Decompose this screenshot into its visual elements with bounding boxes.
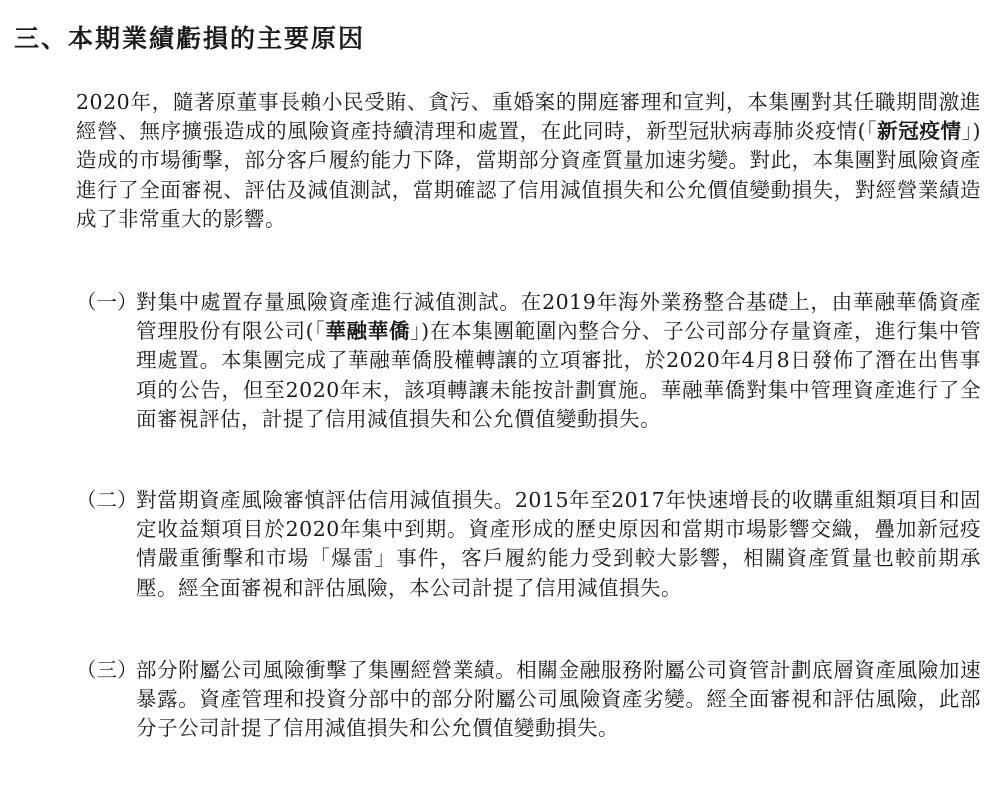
- defined-term-huarong-overseas: 華融華僑: [325, 319, 411, 344]
- list-item-text: 部分附屬公司風險衝擊了集團經營業績。相關金融服務附屬公司資管計劃底層資產風險加速暴露。資產管理和投資分部中的部分附屬公司風險資產劣變。經全面審視和評估風險，此部分子公司計提了信用減值損失和公允價值變動損失。: [136, 658, 981, 741]
- list-item-marker: （二）: [76, 488, 138, 512]
- list-item-2: [76, 486, 981, 603]
- intro-paragraph: [76, 88, 981, 234]
- intro-text-part-2: 」)造成的市場衝擊，部分客戶履約能力下降，當期部分資產質量加速劣變。對此，本集團對風險資產進行了全面審視、評估及減值測試，當期確認了信用減值損失和公允價值變動損失，對經營業績造成了非常重大的影響。: [76, 119, 981, 231]
- list-item-text-part-2: 」)在本集團範圍內整合分、子公司部分存量資產，進行集中管理處置。本集團完成了華融華僑股權轉讓的立項審批，於2020年4月8日發佈了潛在出售事項的公告，但至2020年末，該項轉讓未能按計劃實施。華融華僑對集中管理資產進行了全面審視評估，計提了信用減值損失和公允價值變動損失。: [136, 319, 982, 431]
- intro-text-part-1: 2020年，隨著原董事長賴小民受賄、貪污、重婚案的開庭審理和宣判，本集團對其任職期間激進經營、無序擴張造成的風險資產持續清理和處置，在此同時，新型冠狀病毒肺炎疫情(「: [76, 90, 981, 144]
- list-item-marker: （一）: [76, 290, 138, 314]
- list-item-text: [136, 288, 981, 434]
- list-item-text: 對當期資產風險審慎評估信用減值損失。2015年至2017年快速增長的收購重組類項目和固定收益類項目於2020年集中到期。資產形成的歷史原因和當期市場影響交織，疊加新冠疫情嚴重衝擊和市場「爆雷」事件，客戶履約能力受到較大影響，相關資產質量也較前期承壓。經全面審視和評估風險，本公司計提了信用減值損失。: [136, 488, 981, 600]
- defined-term-covid: 新冠疫情: [877, 119, 962, 144]
- list-item-marker: （三）: [76, 658, 138, 682]
- list-item-3: [76, 656, 981, 744]
- section-heading: 三、本期業績虧損的主要原因: [14, 24, 366, 53]
- list-item-1: [76, 288, 981, 434]
- list-item-text-part-1: 對集中處置存量風險資產進行減值測試。在2019年海外業務整合基礎上，由華融華僑資產管理股份有限公司(「: [136, 290, 981, 344]
